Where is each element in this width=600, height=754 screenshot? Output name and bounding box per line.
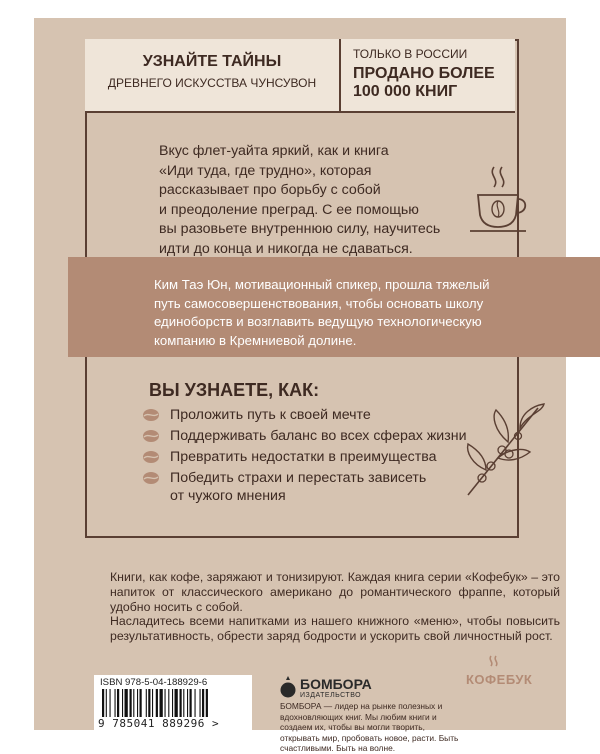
- barcode: [94, 675, 252, 730]
- bio-line: Ким Таэ Юн, мотивационный спикер, прошла тяжелый: [154, 277, 490, 292]
- publisher-sub: ИЗДАТЕЛЬСТВО: [300, 692, 362, 699]
- learn-title: ВЫ УЗНАЕТЕ, КАК:: [149, 380, 320, 400]
- sales-claim: ПРОДАНО БОЛЕЕ: [353, 65, 495, 82]
- bio-line: единоборств и возглавить ведущую технологическую: [154, 314, 482, 329]
- intro-line: вы разовьете внутреннюю силу, научитесь: [159, 221, 441, 237]
- series-description: [110, 570, 560, 644]
- coffee-branch-icon: [458, 400, 548, 500]
- intro-line: «Иди туда, где трудно», которая: [159, 162, 372, 179]
- header-subtitle: ДРЕВНЕГО ИСКУССТВА ЧУНСУВОН: [107, 76, 317, 90]
- publisher-description: БОМБОРА — лидер на рынке полезных и вдохновляющих книг. Мы любим книги и создаем их, чтобы вы могли творить, открывать мир, пробовать новое, расти. Быть счастливыми. Быть на волне.: [280, 701, 459, 753]
- coffee-bean-icon: [142, 429, 160, 443]
- publisher-name: БОМБОРА: [300, 676, 372, 692]
- bio-line: компанию в Кремниевой долине.: [154, 332, 357, 348]
- coffee-steam-icon: [486, 654, 502, 670]
- coffee-bean-icon: [142, 450, 160, 464]
- coffee-bean-icon: [142, 408, 160, 422]
- bio-line: путь самосовершенствования, чтобы основать школу: [154, 295, 484, 311]
- book-cover-back: УЗНАЙТЕ ТАЙНЫ ДРЕВНЕГО ИСКУССТВА ЧУНСУВОН ТОЛЬКО В РОССИИ ПРОДАНО БОЛЕЕ 100 000 КНИГ Вкус флет-уайта яркий, как и книга «Иди туда, где трудно», которая рассказывает про борьбу с собой и преодоление преград. С ее помощью вы разовьете внутреннюю силу, научитесь идти до конца и никогда не сдаваться. Ким Таэ Юн, мотивационный спикер, прошла тяжелый путь самосовершенствования, чтобы основать школу единоборств и возглавить ведущую технологическую компанию в Кремниевой долине. ВЫ УЗНАЕТЕ, КАК: Проложить путь к своей мечте Поддерживать баланс во всех сферах жизни Превратить недостатки в преимущества Победить страхи и перестать зависеть от чужого мнения Книги, как кофе, заряжают и тонизируют. Каждая книга серии «Кофебук» – это напиток от классического американо до романтического фраппе, который удобно носить с собой. Насладитесь всеми напитками из нашего книжного «меню», чтобы повысить результативность, обрести заряд бодрости и ускорить свой личностный рост. ISBN 978-5-04-188929-6 9 785041 889296 > БОМБОРА ИЗДАТЕЛЬСТВО БОМБОРА — лидер на рынке полезных и вдохновляющих книг. Мы любим книги и создаем их, чтобы вы могли творить, открывать мир, пробовать новое, расти. Быть счастливыми. Быть на волне. КОФЕБУК: [34, 18, 566, 730]
- intro-line: идти до конца и никогда не сдаваться.: [159, 240, 413, 257]
- series-paragraph: Насладитесь всеми напитками из нашего книжного «меню», чтобы повысить результативность, обрести заряд бодрости и ускорить свой личностный рост.: [110, 614, 560, 644]
- header-title: УЗНАЙТЕ ТАЙНЫ: [142, 53, 282, 70]
- author-bio: [154, 276, 514, 350]
- series-logo: КОФЕБУК: [466, 672, 533, 687]
- bombora-logo-icon: [280, 676, 296, 698]
- header-right-panel: [341, 39, 515, 113]
- intro-line: рассказывает про борьбу с собой: [159, 182, 381, 198]
- barcode-bars: [102, 689, 244, 717]
- header-left-panel: [85, 39, 341, 113]
- isbn-label: ISBN 978-5-04-188929-6: [100, 677, 208, 688]
- intro-text: [159, 142, 459, 259]
- series-paragraph: Книги, как кофе, заряжают и тонизируют. Каждая книга серии «Кофебук» – это напиток от классического американо до романтического фраппе, который удобно носить с собой.: [110, 570, 560, 614]
- intro-line: Вкус флет-уайта яркий, как и книга: [159, 143, 389, 159]
- barcode-digits: 9 785041 889296 >: [98, 717, 220, 730]
- intro-line: и преодоление преград. С ее помощью: [159, 201, 419, 218]
- coffee-cup-icon: [470, 163, 530, 243]
- sales-region: ТОЛЬКО В РОССИИ: [353, 47, 468, 61]
- sales-count: 100 000 КНИГ: [353, 83, 458, 100]
- coffee-bean-icon: [142, 471, 160, 485]
